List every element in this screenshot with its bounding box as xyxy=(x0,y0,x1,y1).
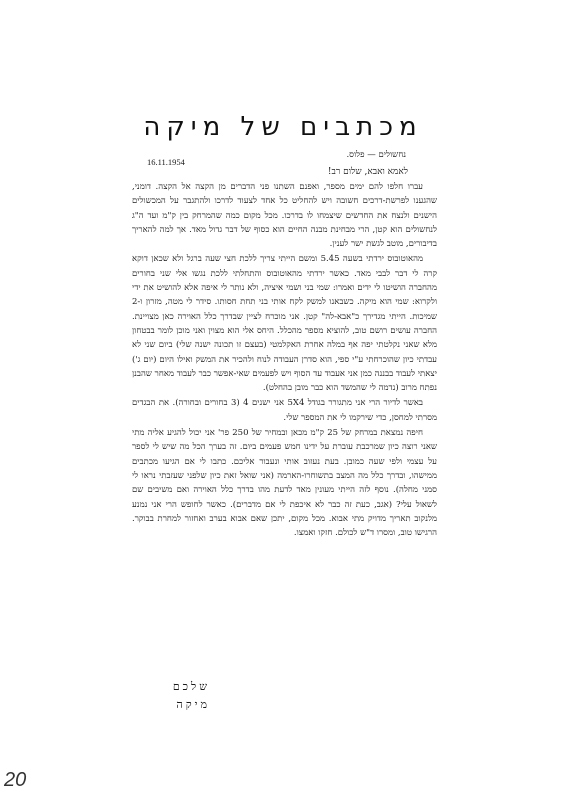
letter-paragraph: מהאוטובוס ירדתי בשעה 5.45 ומשם הייתי צריך ללכת חצי שעה ברגל ולא שכאן דוקא קרה לי דבר לבבי מאד. כאשר ירדתי מהאוטובוס והתחלתי ללכת נגשו אלי שני בחורים מהחברה הושיטו לי ידים ואמרו: שמי בני ושמי איציה, ולא נותר לי איפה אלא להושיט את ידי ולקרוא: שמי הוא מיקה. כשבאנו למשק לקח אותי בני תחת חסותו. סידר לי מטה, מזרון ו-2 שמיכות. הייתי מגדירך כ"אבא-לה" קטן. אני מוכרח לציין שבדרך כלל האוירה כאן מצויינת. החברה עושים רושם טוב, להוציא מספר מהכלל. היחס אלי הוא מצוין ואני מוכן לומר בבטחון מלא שאני נקלטתי יפה אף במלה אחרת האקלמטי (בעצם זו תכונה ישנה שלי) ביום שני לא עבדתי כיון שהוכרחתי ע"י ספי, הוא סדרן העבודה לנוח ולהכיר את המשק ואילו היום (יום ג') יצאתי לעבוד בבננה כמן אני אעבוד עד הסוף ויש לפעמים שאי-אפשר כבר לעבוד מאחר שהבנן נפתח מרוב (נדמה לי שהמשד הוא כבר מובן בהחלט). xyxy=(132,254,437,394)
letter-closing xyxy=(150,678,210,714)
letter-greeting: לאמא ואבא, שלום רב! xyxy=(327,167,408,177)
closing-word: שלכם xyxy=(172,680,210,693)
page-number: 20 xyxy=(4,769,27,791)
signature: מיקה xyxy=(176,698,210,711)
letter-title: מכתבים של מיקה xyxy=(143,112,423,142)
letter-date: 16.11.1954 xyxy=(147,157,185,167)
letter-paragraph: חיפה נמצאת במרחק של 25 ק"מ מכאן ובמחיר של 250 פר' אני יכול להגיע אליה מתי שאני רוצה כיון שמרכבת עוברת על ידינו חמש פעמים ביום. זה בערך הכל מה שיש לי לספר על עצמי ולפי שעה כמובן. בעת נעזוב אותי ונעבור אליכם. כתבו לי אם הגיעו מכתבים ממישהו, ובדרך כלל מה המצב בתשוחרו-הארמה (אני שואל זאת כיון שלפני שעזבתי נראו לי סמני מחלה). נוסף לזה הייתי מעונין מאד לדעת מהו בדרך כלל האוירה ואם משיבים שם לשאול עלי? (אגב, כעת זה כבר לא איכפת לי אם מדברים). כאשר לחופש הרי אני נמנע מלנקוב תאריך מדויק מתי אבוא. מכל מקום, יתכן שאם אבוא בערב ואחזור למחרת בבוקר. הרגישו טוב, ומסרו ד"ש לכולם. חזקו ואמצו. xyxy=(132,428,437,539)
letter-place: נחשולים — פלוס. xyxy=(346,150,406,160)
letter-paragraph: באשר לדיור הרי אני מתגורר בגודל 5X4 אני ישנים 4 (3 בחורים ובחורה). את הבגדים מסרתי למחסן, כדי שירקמו לי את המספר שלי. xyxy=(132,398,437,423)
letter-paragraph: עברו חלפו להם ימים מספר, ואפנם השתנו פני הדברים מן הקצה אל הקצה. דומני, שהגענו לפרשת-דרכים חשובה ויש להחליט כל אחד לצעוד לדרכו ולהתגבר על המכשולים הישנים ולנצח את החדשים שיצמחו לו בדרכו. מכל מקום כמה שהמרחק בין ק"מ ועד ה"ג לנחשולים הוא קטן, הרי מבחינת מבנה החיים הוא כסוף של דבר גדול מאד. אך למה להאריך בדיבורים, מוטב לגשת ישר לענין. xyxy=(132,182,437,250)
letter-body xyxy=(132,180,437,540)
